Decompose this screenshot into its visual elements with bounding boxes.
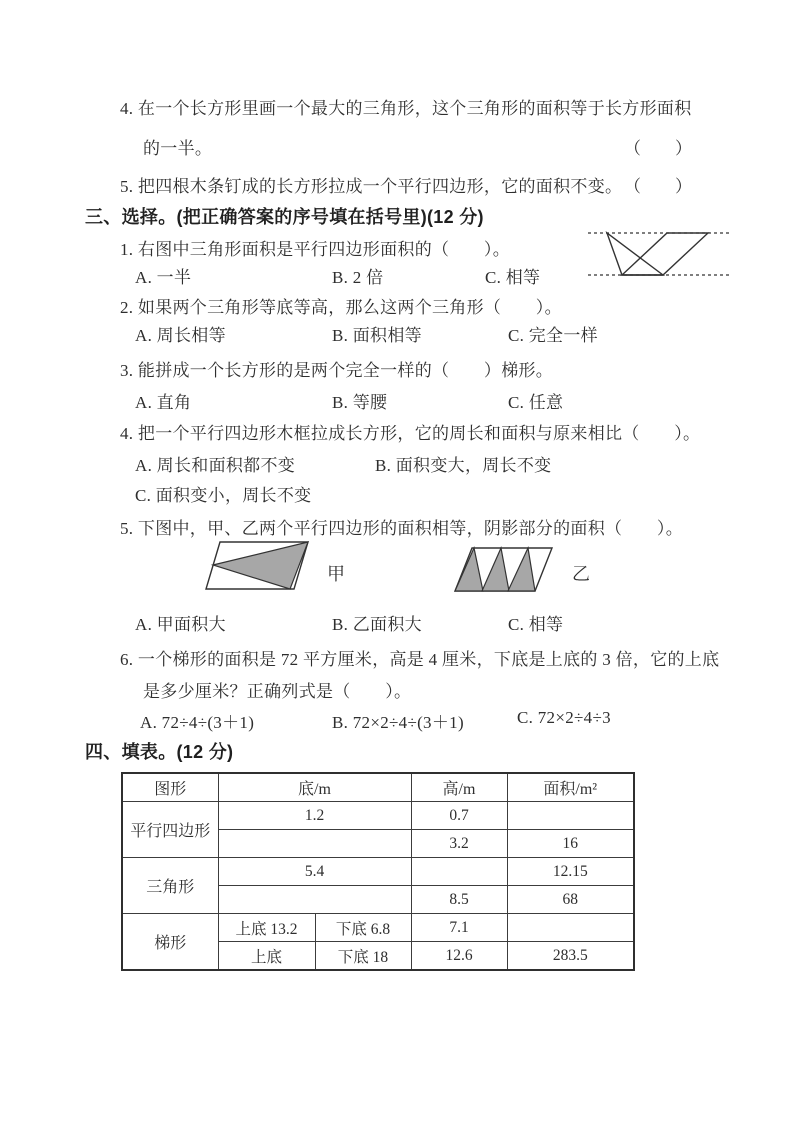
choice-q1-option-b: B. 2 倍 [332, 268, 384, 287]
trapezoid-r1-top-base: 上底 13.2 [218, 914, 315, 942]
parallelogram-yi-figure [448, 546, 560, 594]
choice-q6-option-a: A. 72÷4÷(3＋1) [140, 713, 255, 732]
judge-item-5-text: 5. 把四根木条钉成的长方形拉成一个平行四边形，它的面积不变。 [120, 177, 623, 196]
choice-q5-option-a: A. 甲面积大 [135, 615, 226, 634]
choice-q6-line2: 是多少厘米？正确列式是（ ）。 [143, 682, 412, 701]
table-row [122, 914, 634, 942]
table-header-row [122, 773, 634, 802]
choice-q3-text: 3. 能拼成一个长方形的是两个完全一样的（ ）梯形。 [120, 361, 554, 380]
choice-q5-option-b: B. 乙面积大 [332, 615, 422, 634]
choice-q2-text: 2. 如果两个三角形等底等高，那么这两个三角形（ ）。 [120, 298, 562, 317]
header-shape: 图形 [122, 773, 218, 802]
judge-item-5-answer-blank: （ ） [624, 177, 692, 196]
choice-q1-option-c: C. 相等 [485, 268, 541, 287]
choice-q3-option-c: C. 任意 [508, 393, 564, 412]
shape-triangle: 三角形 [122, 858, 218, 914]
yi-shaded-triangle-3 [508, 548, 535, 591]
header-area: 面积/m² [507, 773, 634, 802]
choice-q6-option-b: B. 72×2÷4÷(3＋1) [332, 713, 464, 732]
parallelogram-r1-area-blank [507, 802, 634, 830]
parallelogram-r2-height: 3.2 [411, 830, 507, 858]
judge-item-4-answer-blank: （ ） [624, 139, 692, 158]
parallelogram-r1-base: 1.2 [218, 802, 411, 830]
choice-q2-option-b: B. 面积相等 [332, 326, 422, 345]
choice-q3-option-b: B. 等腰 [332, 393, 388, 412]
shape-trapezoid: 梯形 [122, 914, 218, 971]
header-height: 高/m [411, 773, 507, 802]
trapezoid-r2-bottom-base: 下底 18 [315, 942, 411, 971]
yi-label: 乙 [572, 564, 590, 584]
choice-q3-option-a: A. 直角 [135, 393, 192, 412]
triangle-r1-area: 12.15 [507, 858, 634, 886]
fill-in-table [121, 772, 635, 971]
choice-q4-option-a: A. 周长和面积都不变 [135, 456, 296, 475]
triangle-r1-base: 5.4 [218, 858, 411, 886]
trapezoid-r2-height: 12.6 [411, 942, 507, 971]
choice-q4-option-c: C. 面积变小，周长不变 [135, 486, 312, 505]
judge-item-4-line1: 4. 在一个长方形里画一个最大的三角形，这个三角形的面积等于长方形面积 [120, 99, 692, 118]
yi-shaded-triangle-2 [482, 548, 509, 591]
triangle-parallelogram-between-parallels-figure [586, 224, 734, 284]
choice-q5-option-c: C. 相等 [508, 615, 564, 634]
triangle-r2-height: 8.5 [411, 886, 507, 914]
parallelogram-r1-height: 0.7 [411, 802, 507, 830]
parallelogram-r2-base-blank [218, 830, 411, 858]
table-row [122, 858, 634, 886]
shape-parallelogram: 平行四边形 [122, 802, 218, 858]
choice-q4-text: 4. 把一个平行四边形木框拉成长方形，它的周长和面积与原来相比（ ）。 [120, 424, 701, 443]
trapezoid-r2-top-base-blank: 上底 [218, 942, 315, 971]
jia-label: 甲 [327, 564, 345, 584]
choice-q1-option-a: A. 一半 [135, 268, 192, 287]
choice-q2-option-a: A. 周长相等 [135, 326, 226, 345]
choice-section-heading: 三、选择。(把正确答案的序号填在括号里)(12 分) [85, 207, 484, 227]
table-row [122, 802, 634, 830]
choice-q2-option-c: C. 完全一样 [508, 326, 598, 345]
triangle-outline [607, 233, 663, 275]
trapezoid-r1-bottom-base: 下底 6.8 [315, 914, 411, 942]
judge-item-4-line2: 的一半。 [143, 139, 213, 158]
trapezoid-r1-height: 7.1 [411, 914, 507, 942]
triangle-r2-base-blank [218, 886, 411, 914]
choice-q1-text: 1. 右图中三角形面积是平行四边形面积的（ ）。 [120, 240, 510, 259]
triangle-r2-area: 68 [507, 886, 634, 914]
triangle-r1-height-blank [411, 858, 507, 886]
choice-q4-option-b: B. 面积变大，周长不变 [375, 456, 552, 475]
table-section-heading: 四、填表。(12 分) [85, 742, 234, 762]
trapezoid-r1-area-blank [507, 914, 634, 942]
parallelogram-r2-area: 16 [507, 830, 634, 858]
parallelogram-jia-figure [200, 540, 320, 592]
trapezoid-r2-area: 283.5 [507, 942, 634, 971]
header-base: 底/m [218, 773, 411, 802]
choice-q6-option-c: C. 72×2÷4÷3 [517, 708, 611, 727]
choice-q6-line1: 6. 一个梯形的面积是 72 平方厘米，高是 4 厘米，下底是上底的 3 倍，它的上底 [120, 650, 720, 669]
choice-q5-text: 5. 下图中，甲、乙两个平行四边形的面积相等，阴影部分的面积（ ）。 [120, 519, 683, 538]
jia-shaded-triangle [213, 542, 308, 589]
